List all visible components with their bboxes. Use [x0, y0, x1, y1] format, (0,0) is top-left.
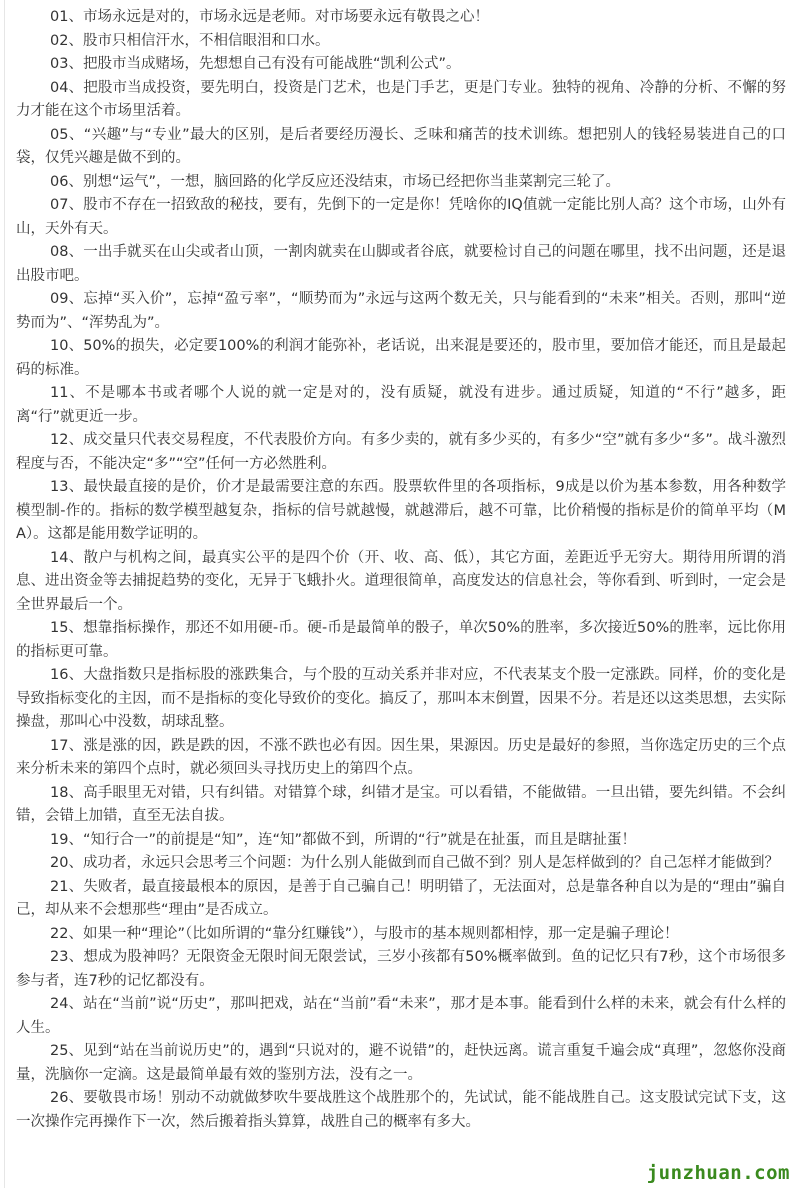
article-body	[16, 6, 786, 1134]
paragraph-04: 04、把股市当成投资，要先明白，投资是门艺术，也是门手艺，更是门专业。独特的视角、冷静的分析、不懈的努力才能在这个市场里活着。	[16, 79, 786, 119]
paragraph-16: 16、大盘指数只是指标股的涨跌集合，与个股的互动关系并非对应，不代表某支个股一定涨跌。同样，价的变化是导致指标变化的主因，而不是指标的变化导致价的变化。搞反了，那叫本末倒置，因果不分。若是还以这类思想，去实际操盘，那叫心中没数，胡球乱整。	[16, 667, 786, 730]
paragraph-02: 02、股市只相信汗水，不相信眼泪和口水。	[50, 32, 330, 49]
paragraph-17: 17、涨是涨的因，跌是跌的因，不涨不跌也必有因。因生果，果源因。历史是最好的参照，当你选定历史的三个点来分析未来的第四个点时，就必须回头寻找历史上的第四个点。	[16, 737, 786, 777]
paragraph-09: 09、忘掉“买入价”，忘掉“盈亏率”，“顺势而为”永远与这两个数无关，只与能看到的“未来”相关。否则，那叫“逆势而为”、“浑势乱为”。	[16, 291, 786, 331]
paragraph-25: 25、见到“站在当前说历史”的，遇到“只说对的，避不说错”的，赶快远离。谎言重复千遍会成“真理”，忽悠你没商量，洗脑你一定滴。这是最简单最有效的鉴别方法，没有之一。	[16, 1043, 786, 1083]
paragraph-19: 19、“知行合一”的前提是“知”，连“知”都做不到，所谓的“行”就是在扯蛋，而且是瞎扯蛋！	[50, 831, 637, 848]
paragraph-13: 13、最快最直接的是价，价才是最需要注意的东西。股票软件里的各项指标，9成是以价为基本参数，用各种数学模型制-作的。指标的数学模型越复杂，指标的信号就越慢，就越滞后，越不可靠，比价稍慢的指标是价的简单平均（MA）。这都是能用数学证明的。	[16, 479, 786, 542]
paragraph-24: 24、站在“当前”说“历史”，那叫把戏，站在“当前”看“未来”，那才是本事。能看到什么样的未来，就会有什么样的人生。	[16, 996, 786, 1036]
paragraph-23: 23、想成为股神吗？无限资金无限时间无限尝试，三岁小孩都有50%概率做到。鱼的记忆只有7秒，这个市场很多参与者，连7秒的记忆都没有。	[16, 949, 786, 989]
paragraph-07: 07、股市不存在一招致敌的秘技，要有，先倒下的一定是你！凭啥你的IQ值就一定能比别人高？这个市场，山外有山，天外有天。	[16, 197, 786, 237]
paragraph-22: 22、如果一种“理论”（比如所谓的“靠分红赚钱”），与股市的基本规则都相悖，那一定是骗子理论！	[50, 925, 679, 942]
paragraph-10: 10、50%的损失，必定要100%的利润才能弥补，老话说，出来混是要还的，股市里，要加倍才能还，而且是最起码的标准。	[16, 338, 786, 378]
paragraph-15: 15、想靠指标操作，那还不如用硬-币。硬-币是最简单的骰子，单次50%的胜率，多次接近50%的胜率，远比你用的指标更可靠。	[16, 620, 786, 660]
paragraph-08: 08、一出手就买在山尖或者山顶，一割肉就卖在山脚或者谷底，就要检讨自己的问题在哪里，找不出问题，还是退出股市吧。	[16, 244, 786, 284]
paragraph-11: 11、不是哪本书或者哪个人说的就一定是对的，没有质疑，就没有进步。通过质疑，知道的“不行”越多，距离“行”就更近一步。	[16, 385, 786, 425]
paragraph-18: 18、高手眼里无对错，只有纠错。对错算个球，纠错才是宝。可以看错，不能做错。一旦出错，要先纠错。不会纠错，会错上加错，直至无法自拔。	[16, 784, 786, 824]
paragraph-26: 26、要敬畏市场！别动不动就做梦吹牛要战胜这个战胜那个的，先试试，能不能战胜自己。这支股试完试下支，这一次操作完再操作下一次，然后搬着指头算算，战胜自己的概率有多大。	[16, 1090, 786, 1130]
paragraph-14: 14、散户与机构之间，最真实公平的是四个价（开、收、高、低），其它方面，差距近乎无穷大。期待用所谓的消息、进出资金等去捕捉趋势的变化，无异于飞蛾扑火。道理很简单，高度发达的信息社会，等你看到、听到时，一定会是全世界最后一个。	[16, 549, 786, 613]
paragraph-12: 12、成交量只代表交易程度，不代表股价方向。有多少卖的，就有多少买的，有多少“空”就有多少“多”。战斗激烈程度与否，不能决定“多”“空”任何一方必然胜利。	[16, 432, 786, 472]
paragraph-01: 01、市场永远是对的，市场永远是老师。对市场要永远有敬畏之心！	[50, 9, 489, 25]
paragraph-03: 03、把股市当成赌场，先想想自己有没有可能战胜“凯利公式”。	[50, 56, 461, 72]
paragraph-21: 21、失败者，最直接最根本的原因，是善于自己骗自己！明明错了，无法面对，总是靠各种自以为是的“理由”骗自己，却从来不会想那些“理由”是否成立。	[16, 878, 786, 918]
left-border-rule	[4, 0, 5, 1188]
paragraph-06: 06、别想“运气”，一想，脑回路的化学反应还没结束，市场已经把你当韭菜割完三轮了。	[50, 173, 620, 190]
site-watermark: junzhuan.com	[643, 1160, 794, 1186]
paragraph-05: 05、“兴趣”与“专业”最大的区别，是后者要经历漫长、乏味和痛苦的技术训练。想把别人的钱轻易装进自己的口袋，仅凭兴趣是做不到的。	[16, 126, 786, 166]
paragraph-20: 20、成功者，永远只会思考三个问题：为什么别人能做到而自己做不到？别人是怎样做到的？自己怎样才能做到？	[50, 855, 779, 871]
